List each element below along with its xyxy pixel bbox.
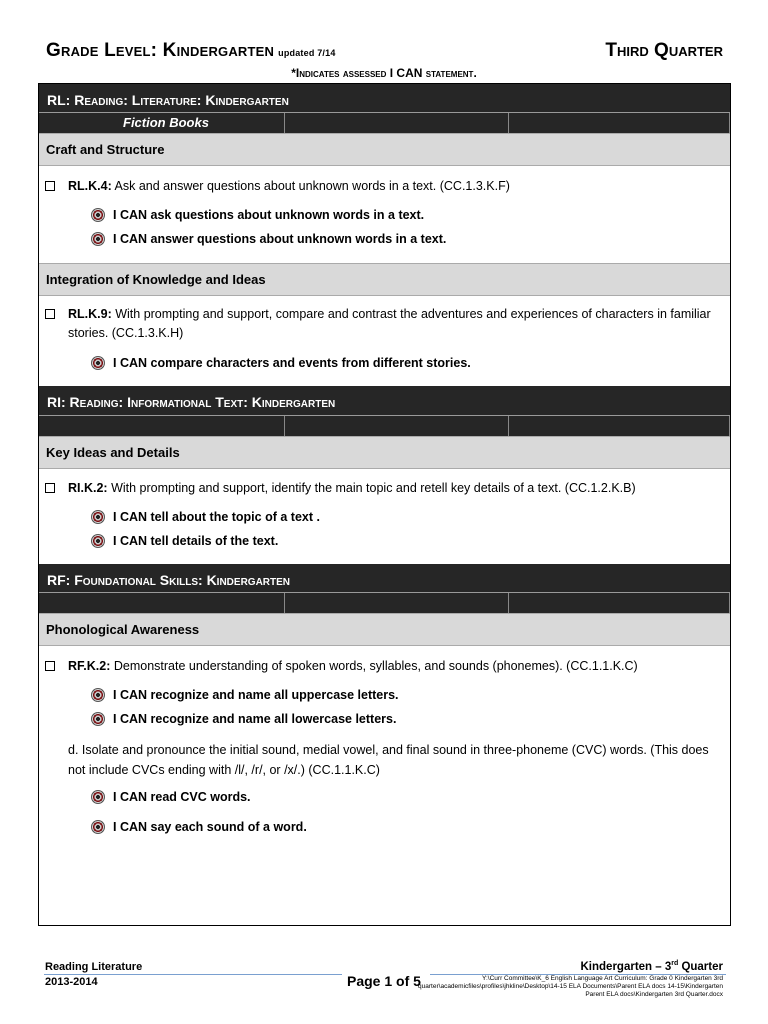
strand-craft: Craft and Structure: [39, 133, 730, 166]
footer-year: 2013-2014: [45, 976, 98, 988]
target-icon: [91, 790, 105, 804]
section-subrow-rf: [39, 592, 730, 613]
assessed-note: *Indicates assessed I CAN statement.: [291, 66, 477, 80]
section-band-rl: [39, 84, 730, 133]
footer-subject: Reading Literature: [45, 961, 143, 973]
target-icon: [91, 712, 105, 726]
checkbox-icon: [45, 483, 55, 493]
section-subrow-ri: [39, 415, 730, 436]
target-icon: [91, 820, 105, 834]
checkbox-icon: [45, 661, 55, 671]
strand-phonological: Phonological Awareness: [39, 613, 730, 646]
target-icon: [91, 356, 105, 370]
footer-file-path: Y:\Curr Committee\K_6 English Language Art Curriculum: Grade 0 Kindergarten 3rd quarter\academicfiles\profiles\jhkline\Desktop\14-15 ELA Documents\Parent ELA docs 14-15\Kindergarten Parent ELA docs\Kindergarten 3rd Quarter.docx: [418, 975, 723, 998]
section-title-ri: RI: Reading: Informational Text: Kindergarten: [47, 394, 336, 410]
updated-note: updated 7/14: [278, 48, 336, 58]
target-icon: [91, 510, 105, 524]
standard-rfk2-d: d. Isolate and pronounce the initial sound, medial vowel, and final sound in three-phoneme (CVC) words. (This does not include CVCs ending with /l/, /r/, or /x/.) (CC.1.1.K.C): [68, 743, 709, 777]
section-title-rf: RF: Foundational Skills: Kindergarten: [47, 572, 291, 588]
checkbox-icon: [45, 181, 55, 191]
target-icon: [91, 688, 105, 702]
quarter-title: Third Quarter: [605, 40, 723, 61]
checkbox-icon: [45, 309, 55, 319]
footer-rule: [44, 974, 342, 975]
curriculum-table: RL: Reading: Literature: Kindergarten Fiction Books Craft and Structure RL.K.4: Ask and answer questions about unknown words in a text. (CC.1.3.K.F) I CAN ask questions about unknown words in a text. I CAN answer questions about unknown words in a text. Integration of Knowledge and Ideas RL.K.9: With prompting and support, compare and contrast the adventures and experiences of characters in familiar stories. (CC.1.3.K.H) I CAN compare characters and events from different stories. RI: Reading: Informational Text: Kindergarten Key Ideas and Details RI.K.2: With prompting and support, identify the main topic and retell key details of a text. (CC.1.2.K.B) I CAN tell about the topic of a text . I CAN tell details of the text. RF: Foundational Skills: Kindergarten Phonological Awareness RF.K.2: Demonstrate understanding of spoken words, syllables, and sounds (phonemes). (CC.1.1.K.C) I CAN recognize and name all uppercase letters. I CAN recognize and name all lowercase letters. d. Isolate and pronounce the initial sound, medial vowel, and final sound in three-phoneme (CVC) words. (This does not include CVCs ending with /l/, /r/, or /x/.) (CC.1.1.K.C) I CAN read CVC words. I CAN say each sound of a word.: [38, 83, 731, 926]
strand-key-ideas: Key Ideas and Details: [39, 436, 730, 469]
target-icon: [91, 232, 105, 246]
fiction-books-label: Fiction Books: [123, 115, 209, 130]
strand-integration: Integration of Knowledge and Ideas: [39, 263, 730, 296]
target-icon: [91, 208, 105, 222]
grade-level-title: Grade Level: Kindergarten updated 7/14: [46, 40, 336, 61]
page-number: Page 1 of 5: [347, 973, 421, 989]
target-icon: [91, 534, 105, 548]
section-title-rl: RL: Reading: Literature: Kindergarten: [47, 92, 289, 108]
section-band-ri: [39, 386, 730, 436]
footer-grade-quarter: Kindergarten – 3rd Quarter: [580, 960, 723, 973]
section-band-rf: [39, 564, 730, 613]
section-subrow-rl: [39, 112, 730, 133]
